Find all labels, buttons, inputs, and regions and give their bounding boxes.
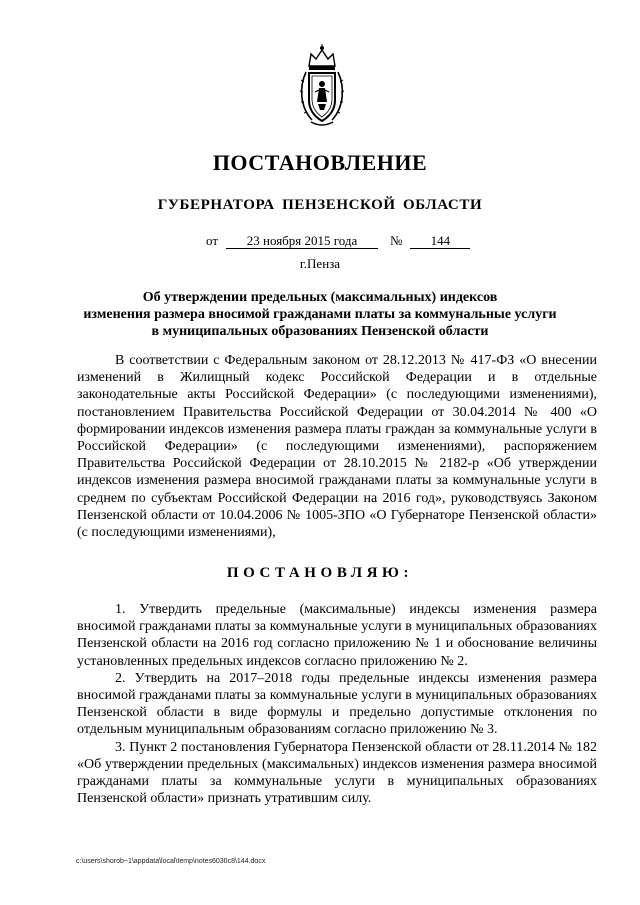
decree-item: 3. Пункт 2 постановления Губернатора Пензенской области от 28.11.2014 № 182 «Об утверждении предельных (максимальных) индексов изменения размера вносимой гражданами платы за коммунальные услуги в муниципальных образованиях Пензенской области» признать утратившим силу.: [77, 739, 597, 807]
heading-line: изменения размера вносимой гражданами платы за коммунальные услуги: [83, 307, 557, 322]
coat-of-arms-icon: [297, 42, 347, 132]
preamble-paragraph: В соответствии с Федеральным законом от 28.12.2013 № 417-ФЗ «О внесении изменений в Жилищный кодекс Российской Федерации и в отдельные законодательные акты Российской Федерации» (с последующими изменениями), постановлением Правительства Российской Федерации от 30.04.2014 № 400 «О формировании индексов изменения размера платы граждан за коммунальные услуги в Российской Федерации» (с последующими изменениями), распоряжением Правительства Российской Федерации от 28.10.2015 № 2182-р «Об утверждении индексов изменения размера вносимой гражданами платы за коммунальные услуги в среднем по субъектам Российской Федерации на 2016 год», руководствуясь Законом Пензенской области от 10.04.2006 № 1005-ЗПО «О Губернаторе Пензенской области» (с последующими изменениями),: [77, 353, 597, 541]
heading-line: в муниципальных образованиях Пензенской области: [151, 324, 489, 339]
decree-word: ПОСТАНОВЛЯЮ:: [226, 565, 414, 581]
document-date: 23 ноября 2015 года: [226, 233, 378, 249]
file-path-footer: c:\users\shorob~1\appdata\local\temp\notes6030c8\144.docx: [76, 858, 266, 865]
date-number-line: [206, 233, 470, 249]
document-title: ПОСТАНОВЛЕНИЕ: [212, 150, 428, 175]
decree-item: 1. Утвердить предельные (максимальные) индексы изменения размера вносимой гражданами платы за коммунальные услуги в муниципальных образованиях Пензенской области на 2016 год согласно приложению № 1 и обоснование величины установленных предельных индексов согласно приложению № 2.: [77, 602, 597, 669]
document-number: 144: [410, 233, 470, 249]
date-prefix: от: [206, 233, 219, 248]
heading-line: Об утверждении предельных (максимальных) индексов: [142, 290, 498, 305]
decree-item: 2. Утвердить на 2017–2018 годы предельные индексы изменения размера вносимой гражданами платы за коммунальные услуги в муниципальных образованиях Пензенской области в виде формулы и предельно допустимые отклонения по отдельным муниципальным образованиям согласно приложению № 3.: [77, 670, 597, 738]
issuer-title: ГУБЕРНАТОРА ПЕНЗЕНСКОЙ ОБЛАСТИ: [157, 197, 483, 213]
decree-items: [77, 601, 597, 807]
document-heading: [0, 289, 640, 340]
document-city: г.Пенза: [299, 256, 341, 271]
number-sign: №: [390, 233, 403, 248]
